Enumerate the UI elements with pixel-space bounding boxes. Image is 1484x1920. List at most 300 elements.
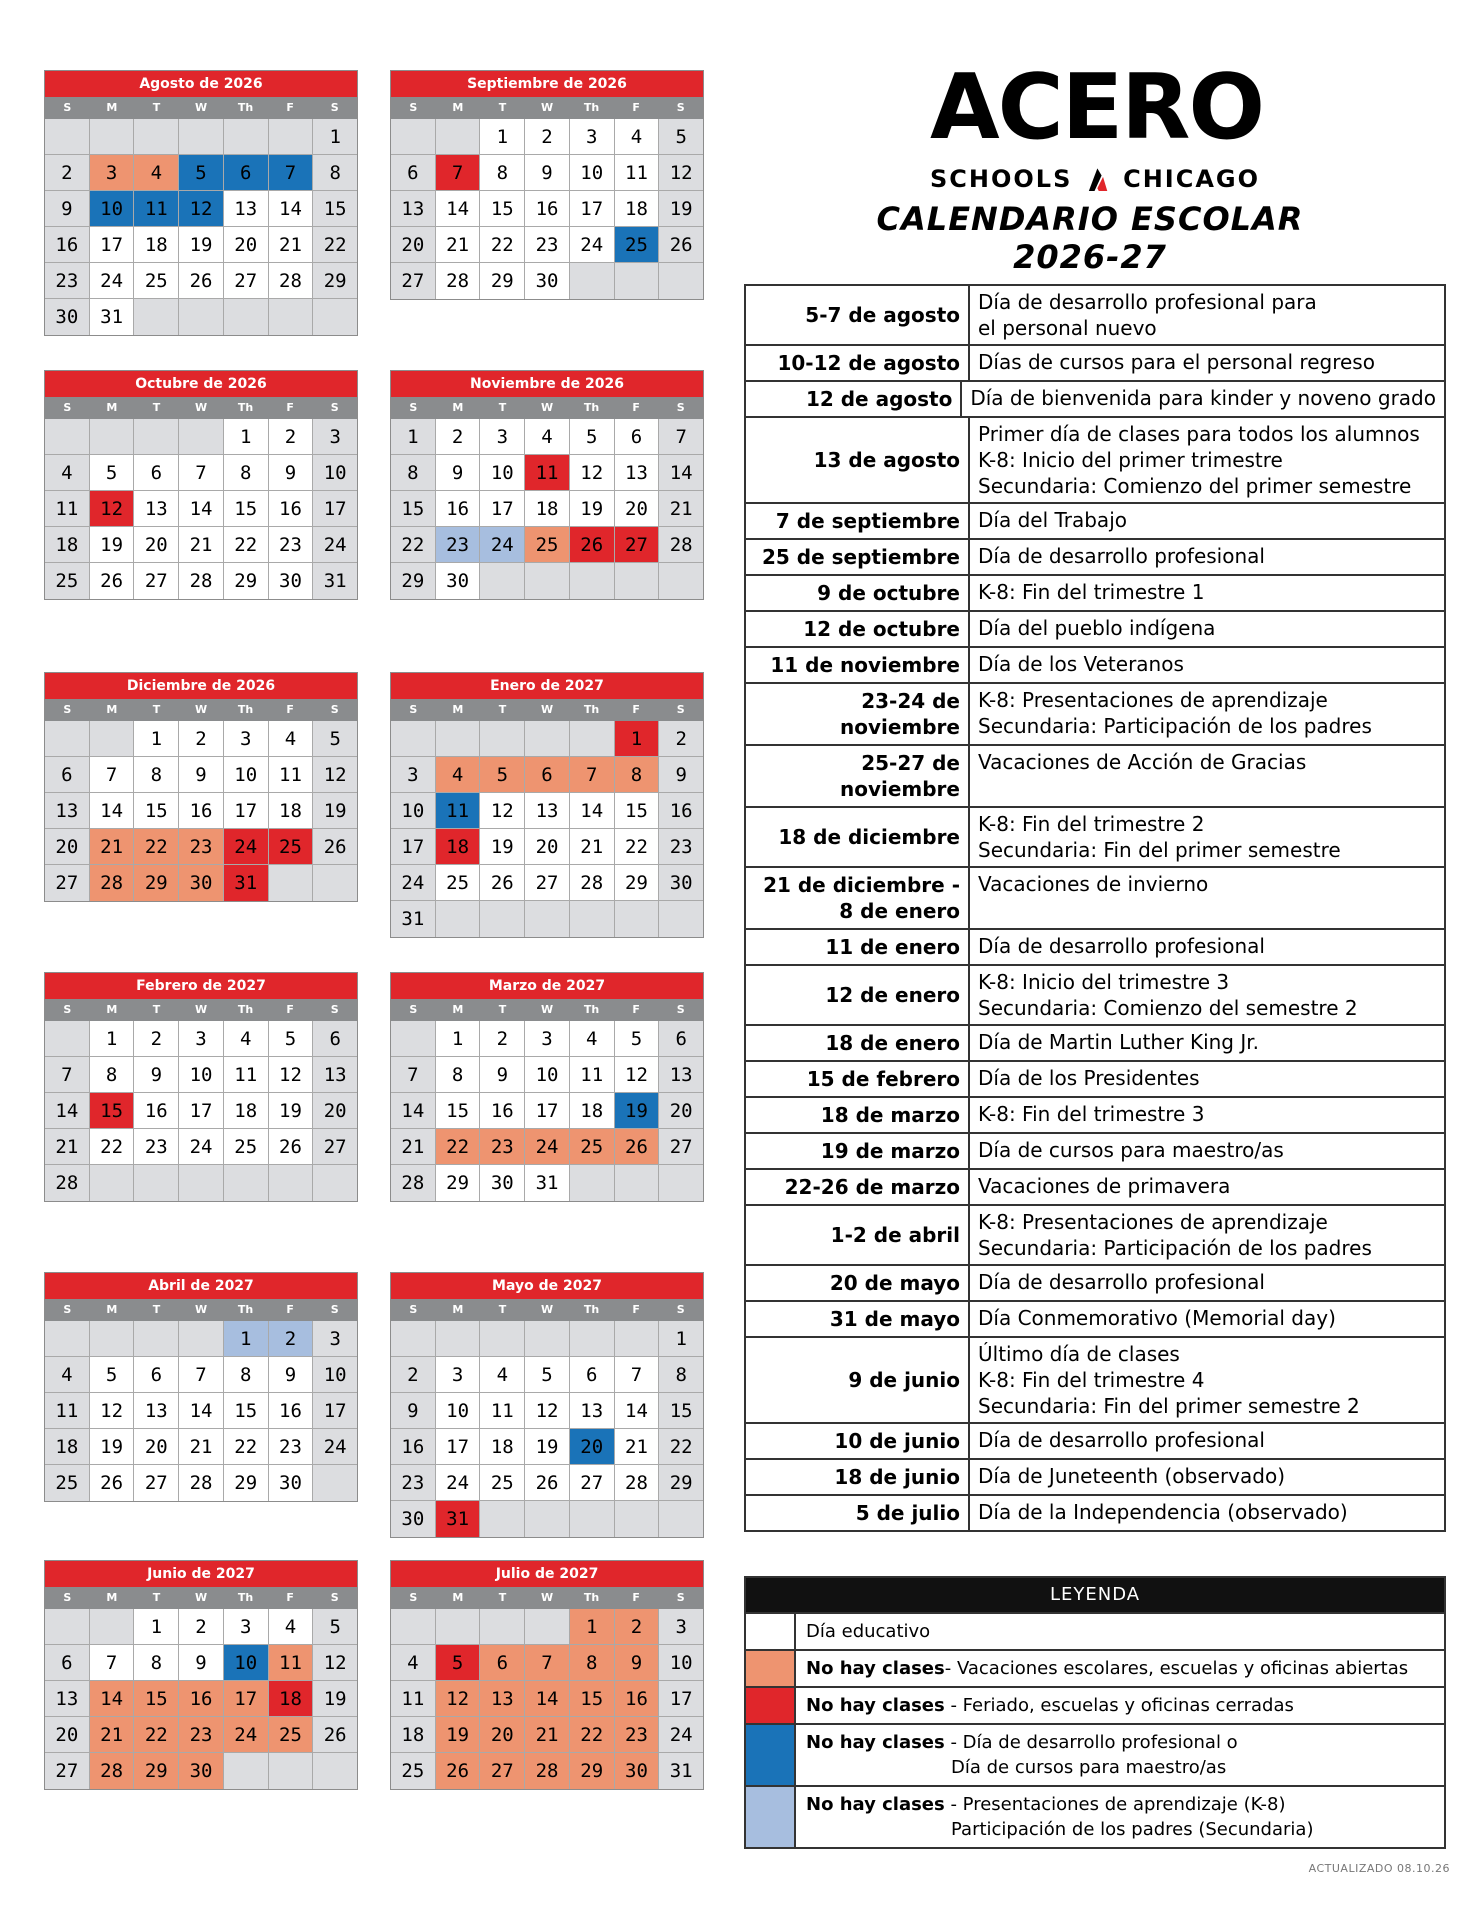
weekday-label: S	[676, 1003, 685, 1016]
legend-pd-label-2: Día de cursos para maestro/as	[951, 1757, 1227, 1778]
event-date: 18 de diciembre	[746, 808, 970, 866]
week-row	[45, 119, 357, 155]
day-cell: 27	[224, 263, 269, 299]
day-cell: 20	[134, 1429, 179, 1465]
day-cell: 2	[525, 119, 570, 155]
day-cell: 10	[90, 191, 135, 227]
weekday-label: S	[409, 1003, 418, 1016]
day-cell: 18	[269, 1681, 314, 1717]
event-date: 12 de enero	[746, 966, 970, 1024]
weekday-label: S	[63, 101, 72, 114]
day-cell: 3	[313, 1321, 357, 1357]
weekday-label: S	[409, 401, 418, 414]
day-cell: 22	[480, 227, 525, 263]
week-row	[45, 1093, 357, 1129]
day-cell: 28	[269, 263, 314, 299]
event-date: 11 de noviembre	[746, 648, 970, 682]
day-cell: 24	[313, 527, 357, 563]
day-cell: 13	[134, 1393, 179, 1429]
week-row	[45, 1609, 357, 1645]
day-cell: 23	[436, 527, 481, 563]
day-cell: 25	[45, 563, 90, 599]
empty-day-cell	[570, 1321, 615, 1357]
event-description-line: Día de desarrollo profesional	[978, 544, 1265, 568]
day-cell: 18	[391, 1717, 436, 1753]
event-description	[970, 746, 1444, 806]
event-date: 19 de marzo	[746, 1134, 970, 1168]
day-cell: 9	[659, 757, 703, 793]
page-title: CALENDARIO ESCOLAR 2026-27	[876, 200, 1304, 276]
day-cell: 16	[391, 1429, 436, 1465]
day-cell: 24	[480, 527, 525, 563]
day-cell: 25	[134, 263, 179, 299]
day-cell: 29	[480, 263, 525, 299]
weekday-label: S	[676, 401, 685, 414]
day-cell: 20	[45, 1717, 90, 1753]
weekday-label: M	[106, 1591, 118, 1604]
weekday-label: S	[330, 703, 339, 716]
day-cell: 2	[269, 1321, 314, 1357]
event-date: 9 de junio	[746, 1338, 970, 1422]
week-row	[391, 1021, 703, 1057]
empty-day-cell	[525, 563, 570, 599]
weekday-label: Th	[237, 1591, 254, 1604]
day-cell: 23	[134, 1129, 179, 1165]
week-row	[45, 1753, 357, 1789]
day-cell: 6	[45, 1645, 90, 1681]
empty-day-cell	[269, 299, 314, 335]
day-cell: 1	[480, 119, 525, 155]
weekday-label: S	[409, 101, 418, 114]
day-cell: 4	[224, 1021, 269, 1057]
day-cell: 13	[313, 1057, 357, 1093]
event-description	[970, 1026, 1444, 1060]
day-cell: 10	[224, 1645, 269, 1681]
empty-day-cell	[179, 1165, 224, 1201]
day-cell: 14	[615, 1393, 660, 1429]
week-row	[45, 1321, 357, 1357]
event-date: 10-12 de agosto	[746, 346, 970, 380]
week-row	[391, 527, 703, 563]
day-cell: 27	[525, 865, 570, 901]
weekday-label: F	[632, 401, 640, 414]
event-description-line: Vacaciones de primavera	[978, 1174, 1231, 1198]
event-date: 9 de octubre	[746, 576, 970, 610]
empty-day-cell	[615, 901, 660, 937]
empty-day-cell	[45, 119, 90, 155]
logo-schools-text: SCHOOLS	[930, 165, 1073, 193]
empty-day-cell	[90, 1165, 135, 1201]
event-description-line: K-8: Fin del trimestre 2	[978, 812, 1205, 836]
empty-day-cell	[570, 901, 615, 937]
day-cell: 5	[269, 1021, 314, 1057]
day-cell: 14	[436, 191, 481, 227]
empty-day-cell	[659, 1165, 703, 1201]
weekday-header	[391, 397, 703, 419]
day-cell: 3	[525, 1021, 570, 1057]
legend-row-break	[746, 1649, 1444, 1686]
day-cell: 9	[179, 757, 224, 793]
day-cell: 13	[525, 793, 570, 829]
empty-day-cell	[269, 1753, 314, 1789]
empty-day-cell	[90, 1609, 135, 1645]
day-cell: 29	[659, 1465, 703, 1501]
day-cell: 21	[179, 527, 224, 563]
day-cell: 31	[224, 865, 269, 901]
empty-day-cell	[570, 1501, 615, 1537]
month-calendar	[44, 370, 358, 600]
month-title: Junio de 2027	[45, 1561, 357, 1587]
month-title: Febrero de 2027	[45, 973, 357, 999]
empty-day-cell	[391, 1609, 436, 1645]
day-cell: 14	[570, 793, 615, 829]
empty-day-cell	[90, 419, 135, 455]
weekday-label: S	[63, 401, 72, 414]
event-row	[746, 1302, 1444, 1338]
empty-day-cell	[391, 119, 436, 155]
day-cell: 27	[391, 263, 436, 299]
day-cell: 30	[659, 865, 703, 901]
day-cell: 19	[525, 1429, 570, 1465]
day-cell: 4	[269, 1609, 314, 1645]
week-row	[45, 865, 357, 901]
week-row	[391, 1645, 703, 1681]
day-cell: 9	[525, 155, 570, 191]
day-cell: 11	[391, 1681, 436, 1717]
weekday-label: S	[330, 1303, 339, 1316]
event-description-line: Secundaria: Participación de los padres	[978, 1236, 1372, 1260]
empty-day-cell	[570, 1165, 615, 1201]
day-cell: 5	[480, 757, 525, 793]
day-cell: 20	[570, 1429, 615, 1465]
empty-day-cell	[570, 721, 615, 757]
day-cell: 7	[570, 757, 615, 793]
month-title: Marzo de 2027	[391, 973, 703, 999]
weekday-label: S	[330, 1591, 339, 1604]
day-cell: 29	[224, 563, 269, 599]
month-title: Julio de 2027	[391, 1561, 703, 1587]
event-description	[970, 540, 1444, 574]
day-cell: 21	[269, 227, 314, 263]
day-cell: 18	[224, 1093, 269, 1129]
event-description	[970, 1206, 1444, 1264]
weekday-label: T	[498, 101, 507, 114]
event-date: 7 de septiembre	[746, 504, 970, 538]
weekday-label: S	[63, 1303, 72, 1316]
weekday-label: F	[632, 101, 640, 114]
day-cell: 25	[480, 1465, 525, 1501]
day-cell: 27	[134, 563, 179, 599]
weekday-header	[45, 999, 357, 1021]
empty-day-cell	[313, 1165, 357, 1201]
day-cell: 25	[269, 829, 314, 865]
event-description-line: K-8: Fin del trimestre 1	[978, 580, 1205, 604]
day-cell: 26	[480, 865, 525, 901]
weekday-label: S	[409, 703, 418, 716]
empty-day-cell	[90, 1321, 135, 1357]
week-row	[45, 1357, 357, 1393]
day-cell: 15	[436, 1093, 481, 1129]
week-row	[45, 419, 357, 455]
day-cell: 9	[480, 1057, 525, 1093]
day-cell: 1	[570, 1609, 615, 1645]
day-cell: 9	[179, 1645, 224, 1681]
event-date: 10 de junio	[746, 1424, 970, 1458]
day-cell: 14	[45, 1093, 90, 1129]
event-date: 18 de enero	[746, 1026, 970, 1060]
day-cell: 4	[436, 757, 481, 793]
day-cell: 4	[570, 1021, 615, 1057]
empty-day-cell	[134, 299, 179, 335]
day-cell: 6	[659, 1021, 703, 1057]
week-row	[391, 491, 703, 527]
day-cell: 4	[134, 155, 179, 191]
day-cell: 4	[269, 721, 314, 757]
empty-day-cell	[313, 299, 357, 335]
event-description	[970, 1460, 1444, 1494]
weekday-label: F	[286, 101, 294, 114]
day-cell: 16	[480, 1093, 525, 1129]
day-cell: 23	[391, 1465, 436, 1501]
month-calendar	[390, 70, 704, 300]
empty-day-cell	[224, 119, 269, 155]
day-cell: 17	[224, 1681, 269, 1717]
day-cell: 28	[570, 865, 615, 901]
logo-chicago-text: CHICAGO	[1123, 165, 1260, 193]
day-cell: 11	[525, 455, 570, 491]
event-description-line: Secundaria: Fin del primer semestre 2	[978, 1394, 1360, 1418]
day-cell: 24	[224, 829, 269, 865]
weekday-header	[391, 1299, 703, 1321]
day-cell: 7	[391, 1057, 436, 1093]
day-cell: 8	[570, 1645, 615, 1681]
weekday-label: T	[498, 703, 507, 716]
week-row	[391, 757, 703, 793]
day-cell: 6	[525, 757, 570, 793]
legend-conf-label-1: - Presentaciones de aprendizaje (K-8)	[944, 1794, 1286, 1815]
day-cell: 18	[570, 1093, 615, 1129]
day-cell: 7	[269, 155, 314, 191]
day-cell: 8	[134, 1645, 179, 1681]
weekday-label: S	[676, 703, 685, 716]
event-row	[746, 540, 1444, 576]
event-description-line: Día de los Presidentes	[978, 1066, 1200, 1090]
legend-row-pd	[746, 1723, 1444, 1785]
day-cell: 27	[45, 1753, 90, 1789]
day-cell: 22	[90, 1129, 135, 1165]
day-cell: 22	[659, 1429, 703, 1465]
day-cell: 22	[391, 527, 436, 563]
day-cell: 2	[436, 419, 481, 455]
weekday-label: Th	[237, 1303, 254, 1316]
day-cell: 1	[615, 721, 660, 757]
event-description-line: Primer día de clases para todos los alumnos	[978, 422, 1420, 446]
empty-day-cell	[615, 1321, 660, 1357]
day-cell: 31	[90, 299, 135, 335]
day-cell: 28	[90, 865, 135, 901]
weekday-label: Th	[583, 401, 600, 414]
day-cell: 5	[179, 155, 224, 191]
weekday-label: S	[330, 1003, 339, 1016]
weekday-label: T	[152, 703, 161, 716]
logo-mark-icon	[1086, 162, 1109, 196]
day-cell: 13	[45, 793, 90, 829]
empty-day-cell	[179, 1321, 224, 1357]
empty-day-cell	[391, 1021, 436, 1057]
event-description-line: Días de cursos para el personal regreso	[978, 350, 1375, 374]
day-cell: 1	[224, 1321, 269, 1357]
day-cell: 8	[436, 1057, 481, 1093]
empty-day-cell	[615, 1165, 660, 1201]
day-cell: 6	[615, 419, 660, 455]
day-cell: 6	[313, 1021, 357, 1057]
empty-day-cell	[480, 901, 525, 937]
day-cell: 4	[480, 1357, 525, 1393]
day-cell: 26	[436, 1753, 481, 1789]
event-row	[746, 1338, 1444, 1424]
day-cell: 5	[615, 1021, 660, 1057]
day-cell: 9	[134, 1057, 179, 1093]
week-row	[391, 1129, 703, 1165]
event-row	[746, 1206, 1444, 1266]
empty-day-cell	[313, 865, 357, 901]
event-row	[746, 1026, 1444, 1062]
day-cell: 3	[659, 1609, 703, 1645]
day-cell: 2	[480, 1021, 525, 1057]
event-description	[970, 1098, 1444, 1132]
day-cell: 8	[659, 1357, 703, 1393]
empty-day-cell	[45, 1321, 90, 1357]
day-cell: 17	[179, 1093, 224, 1129]
empty-day-cell	[480, 721, 525, 757]
event-row	[746, 1266, 1444, 1302]
day-cell: 14	[525, 1681, 570, 1717]
day-cell: 7	[659, 419, 703, 455]
event-description	[970, 576, 1444, 610]
week-row	[391, 227, 703, 263]
day-cell: 10	[224, 757, 269, 793]
event-description-line: K-8: Fin del trimestre 4	[978, 1368, 1205, 1392]
legend-conf-label-2: Participación de los padres (Secundaria)	[951, 1819, 1314, 1840]
day-cell: 22	[313, 227, 357, 263]
event-row	[746, 648, 1444, 684]
day-cell: 25	[269, 1717, 314, 1753]
weekday-header	[391, 1587, 703, 1609]
week-row	[45, 1681, 357, 1717]
day-cell: 21	[179, 1429, 224, 1465]
month-calendar	[44, 972, 358, 1202]
event-date: 31 de mayo	[746, 1302, 970, 1336]
empty-day-cell	[313, 1465, 357, 1501]
day-cell: 26	[615, 1129, 660, 1165]
day-cell: 11	[615, 155, 660, 191]
empty-day-cell	[179, 299, 224, 335]
week-row	[45, 1129, 357, 1165]
day-cell: 10	[659, 1645, 703, 1681]
day-cell: 15	[224, 491, 269, 527]
day-cell: 14	[179, 1393, 224, 1429]
day-cell: 16	[45, 227, 90, 263]
weekday-label: T	[152, 101, 161, 114]
event-description-line: Día de Juneteenth (observado)	[978, 1464, 1285, 1488]
day-cell: 25	[525, 527, 570, 563]
weekday-label: M	[452, 1303, 464, 1316]
day-cell: 12	[179, 191, 224, 227]
weekday-label: S	[409, 1303, 418, 1316]
event-row	[746, 1062, 1444, 1098]
day-cell: 30	[179, 1753, 224, 1789]
event-description	[970, 418, 1444, 502]
week-row	[391, 721, 703, 757]
weekday-label: T	[498, 1003, 507, 1016]
day-cell: 15	[570, 1681, 615, 1717]
day-cell: 16	[269, 491, 314, 527]
day-cell: 19	[90, 527, 135, 563]
day-cell: 19	[436, 1717, 481, 1753]
week-row	[45, 1057, 357, 1093]
empty-day-cell	[525, 1609, 570, 1645]
day-cell: 3	[90, 155, 135, 191]
day-cell: 8	[391, 455, 436, 491]
day-cell: 16	[179, 1681, 224, 1717]
day-cell: 23	[269, 1429, 314, 1465]
week-row	[391, 1717, 703, 1753]
weekday-label: W	[194, 101, 208, 114]
month-calendar	[44, 70, 358, 336]
day-cell: 19	[659, 191, 703, 227]
day-cell: 31	[659, 1753, 703, 1789]
day-cell: 24	[525, 1129, 570, 1165]
day-cell: 21	[45, 1129, 90, 1165]
day-cell: 5	[90, 455, 135, 491]
legend-swatch-red	[746, 1688, 796, 1723]
weekday-label: F	[286, 1303, 294, 1316]
day-cell: 20	[134, 527, 179, 563]
day-cell: 15	[659, 1393, 703, 1429]
day-cell: 13	[659, 1057, 703, 1093]
day-cell: 29	[134, 865, 179, 901]
day-cell: 28	[615, 1465, 660, 1501]
month-title: Septiembre de 2026	[391, 71, 703, 97]
empty-day-cell	[525, 721, 570, 757]
day-cell: 13	[615, 455, 660, 491]
day-cell: 19	[313, 1681, 357, 1717]
empty-day-cell	[436, 1321, 481, 1357]
day-cell: 30	[45, 299, 90, 335]
day-cell: 18	[525, 491, 570, 527]
day-cell: 29	[224, 1465, 269, 1501]
day-cell: 6	[391, 155, 436, 191]
day-cell: 8	[224, 455, 269, 491]
day-cell: 8	[313, 155, 357, 191]
day-cell: 5	[525, 1357, 570, 1393]
day-cell: 12	[313, 757, 357, 793]
empty-day-cell	[224, 1165, 269, 1201]
event-description	[970, 808, 1444, 866]
day-cell: 15	[480, 191, 525, 227]
day-cell: 2	[45, 155, 90, 191]
day-cell: 1	[134, 1609, 179, 1645]
day-cell: 11	[480, 1393, 525, 1429]
day-cell: 17	[391, 829, 436, 865]
weekday-label: W	[194, 1591, 208, 1604]
event-description	[970, 286, 1444, 344]
day-cell: 31	[313, 563, 357, 599]
month-calendar	[44, 1560, 358, 1790]
empty-day-cell	[436, 901, 481, 937]
day-cell: 2	[391, 1357, 436, 1393]
event-description-line: el personal nuevo	[978, 316, 1157, 340]
